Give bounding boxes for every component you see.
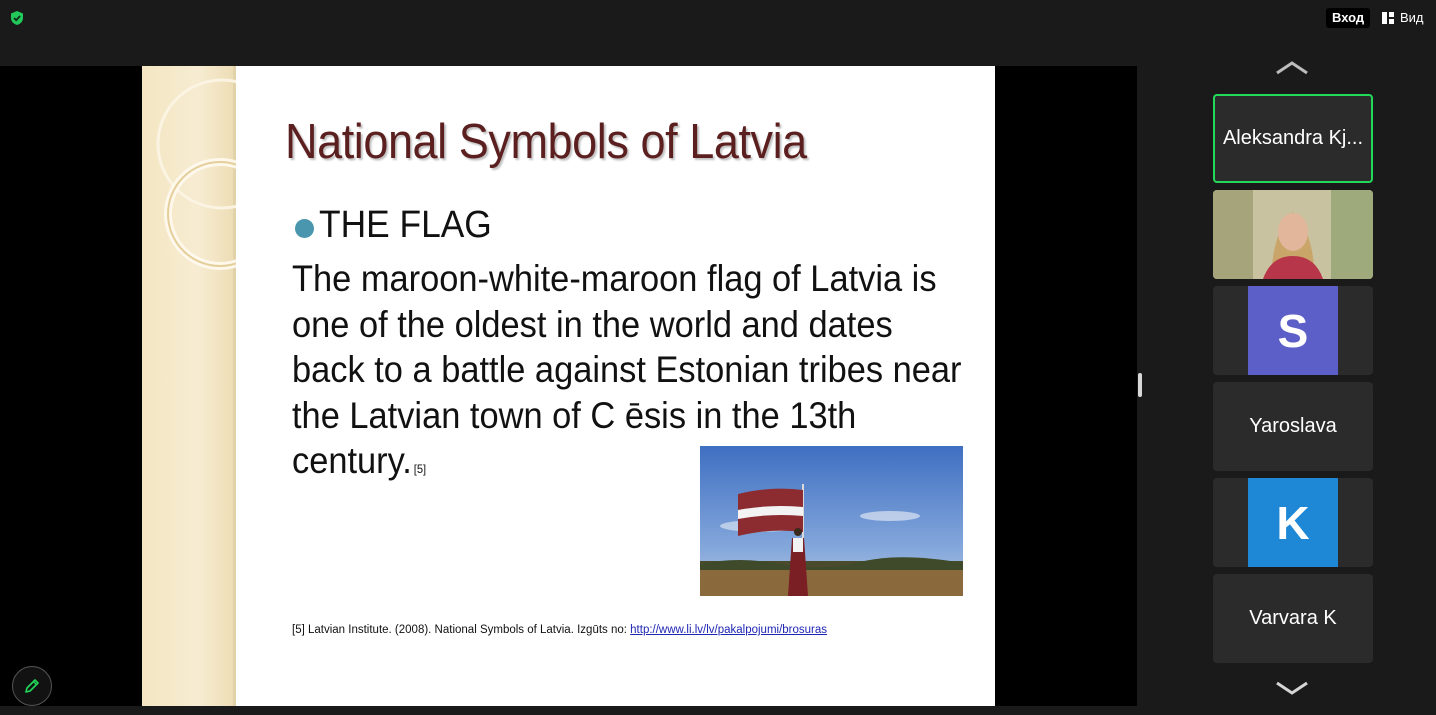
chevron-up-icon[interactable] [1274,58,1310,76]
enter-button[interactable] [1326,8,1370,28]
participant-tile-aleksandra[interactable] [1213,94,1373,183]
body-line: back to a battle against Estonian tribes near [292,349,962,390]
participant-tile-varvara[interactable] [1213,574,1373,663]
decorative-rings [142,66,236,306]
participant-name: Yaroslava [1249,415,1337,437]
presentation-slide [142,66,995,706]
annotate-button[interactable] [12,666,52,706]
splitter-handle[interactable] [1138,373,1142,397]
enter-label: Вход [1332,10,1365,25]
pencil-icon [23,677,41,695]
participant-video-tile[interactable] [1213,190,1373,279]
body-line: one of the oldest in the world and dates [292,303,893,345]
participant-name: Varvara K [1249,607,1337,629]
avatar: K [1248,478,1338,567]
chevron-down-icon[interactable] [1274,680,1310,698]
shared-screen [0,66,1137,706]
participant-video [1213,190,1373,279]
participant-tile-s[interactable] [1213,286,1373,375]
top-bar [0,0,1436,36]
bullet-item [295,204,505,247]
slide-title: National Symbols of Latvia [285,115,807,169]
bullet-dot-icon [295,219,314,238]
slide-footnote [292,624,827,636]
body-line: the Latvian town of C ēsis in the 13th [292,394,857,436]
view-button[interactable] [1382,8,1424,28]
participant-tile-yaroslava[interactable] [1213,382,1373,471]
body-line: century. [292,440,412,481]
body-line: The maroon-white-maroon flag of Latvia is [292,258,937,299]
footnote-text: [5] Latvian Institute. (2008). National Symbols of Latvia. Izgūts no: [292,624,631,636]
latvian-flag-photo [700,446,963,596]
participant-name: Aleksandra Kj... [1222,127,1364,149]
footnote-link[interactable]: http://www.li.lv/lv/pakalpojumi/brosuras [630,624,828,636]
grid-view-icon [1382,12,1394,24]
view-label: Вид [1400,10,1424,25]
bullet-text: THE FLAG [319,204,492,246]
participant-tile-k[interactable] [1213,478,1373,567]
reference-mark: [5] [413,462,427,476]
avatar: S [1248,286,1338,375]
shield-check-icon[interactable] [9,10,25,26]
